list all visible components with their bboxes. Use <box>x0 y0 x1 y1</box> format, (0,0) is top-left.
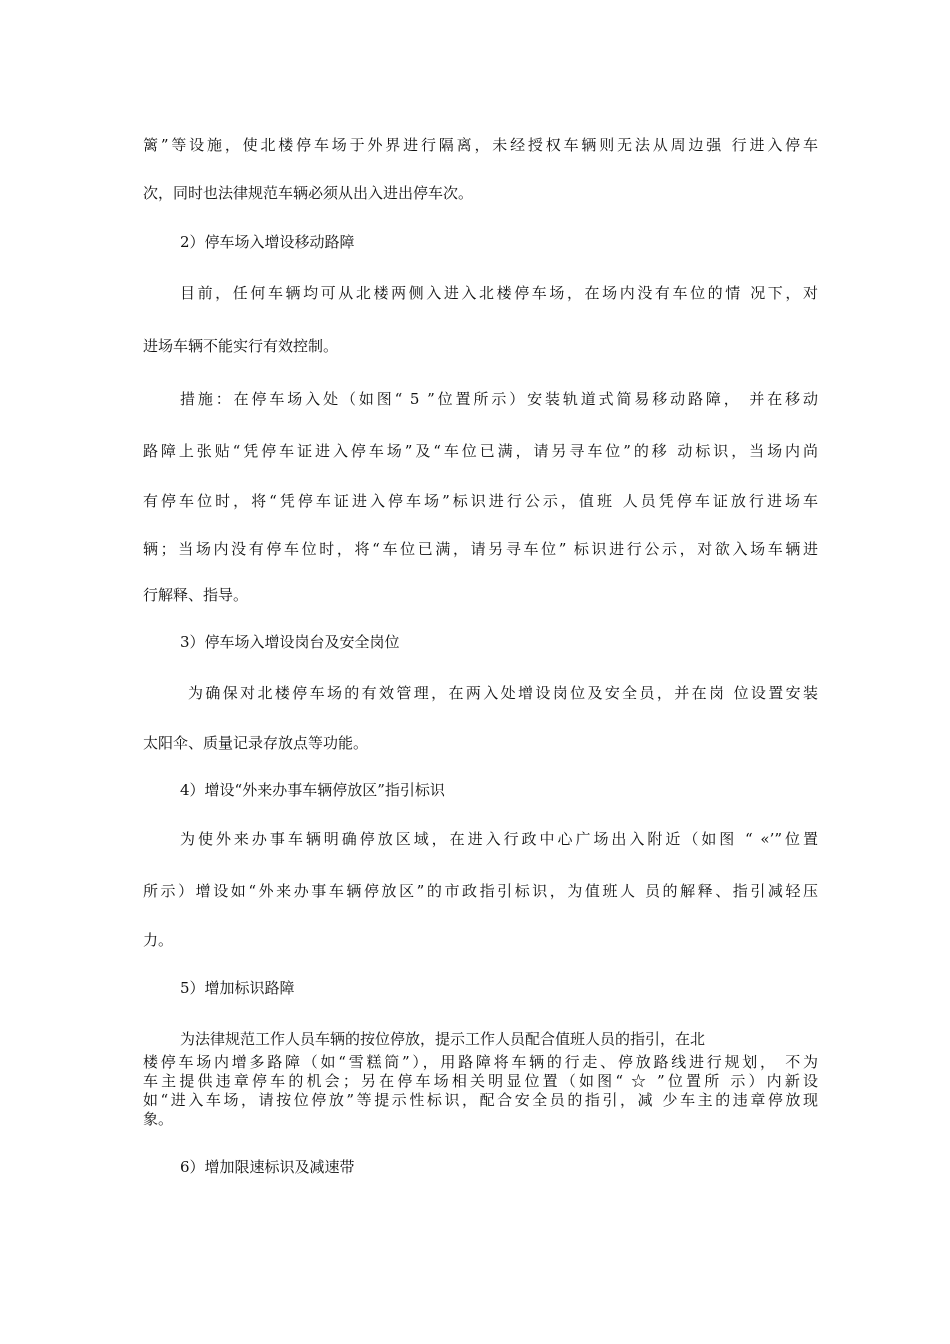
paragraph-line: 为使外来办事车辆明确停放区域，在进入行政中心广场出入附近（如图 “ «’”位置 <box>180 830 818 848</box>
paragraph-line: 楼停车场内增多路障（如“雪糕筒”），用路障将车辆的行走、停放路线进行规划， 不为 <box>143 1053 818 1071</box>
paragraph-line: 措施：在停车场入处（如图“ 5 ”位置所示）安装轨道式简易移动路障， 并在移动 <box>180 390 818 408</box>
section-heading: 4）增设“外来办事车辆停放区”指引标识 <box>180 781 445 799</box>
paragraph-line: 路障上张贴“凭停车证进入停车场”及“车位已满，请另寻车位”的移 动标识，当场内尚 <box>143 442 818 460</box>
section-heading: 5）增加标识路障 <box>180 979 295 997</box>
paragraph-line: 如“进入车场，请按位停放”等提示性标识，配合安全员的指引，减 少车主的违章停放现 <box>143 1091 818 1109</box>
paragraph-line: 辆；当场内没有停车位时，将“车位已满，请另寻车位” 标识进行公示，对欲入场车辆进 <box>143 540 818 558</box>
paragraph-line: 有停车位时，将“凭停车证进入停车场”标识进行公示，值班 人员凭停车证放行进场车 <box>143 492 818 510</box>
section-heading: 2）停车场入增设移动路障 <box>180 233 355 251</box>
paragraph-line: 所示）增设如“外来办事车辆停放区”的市政指引标识，为值班人 员的解释、指引减轻压 <box>143 882 818 900</box>
paragraph-line: 太阳伞、质量记录存放点等功能。 <box>143 734 369 752</box>
section-heading: 6）增加限速标识及减速带 <box>180 1158 355 1176</box>
section-heading: 3）停车场入增设岗台及安全岗位 <box>180 633 400 651</box>
paragraph-line: 为确保对北楼停车场的有效管理，在两入处增设岗位及安全员，并在岗 位设置安装 <box>188 684 818 702</box>
paragraph-line: 为法律规范工作人员车辆的按位停放，提示工作人员配合值班人员的指引，在北 <box>180 1030 706 1048</box>
paragraph-line: 篱”等设施，使北楼停车场于外界进行隔离，未经授权车辆则无法从周边强 行进入停车 <box>143 136 818 154</box>
paragraph-line: 车主提供违章停车的机会；另在停车场相关明显位置（如图“ ☆ ”位置所 示）内新设 <box>143 1072 818 1090</box>
paragraph-line: 进场车辆不能实行有效控制。 <box>143 337 339 355</box>
paragraph-line: 次，同时也法律规范车辆必须从出入进出停车次。 <box>143 184 474 202</box>
paragraph-line: 力。 <box>143 931 174 949</box>
paragraph-line: 象。 <box>143 1110 174 1128</box>
paragraph-line: 行解释、指导。 <box>143 586 249 604</box>
paragraph-line: 目前，任何车辆均可从北楼两侧入进入北楼停车场，在场内没有车位的情 况下，对 <box>180 284 818 302</box>
